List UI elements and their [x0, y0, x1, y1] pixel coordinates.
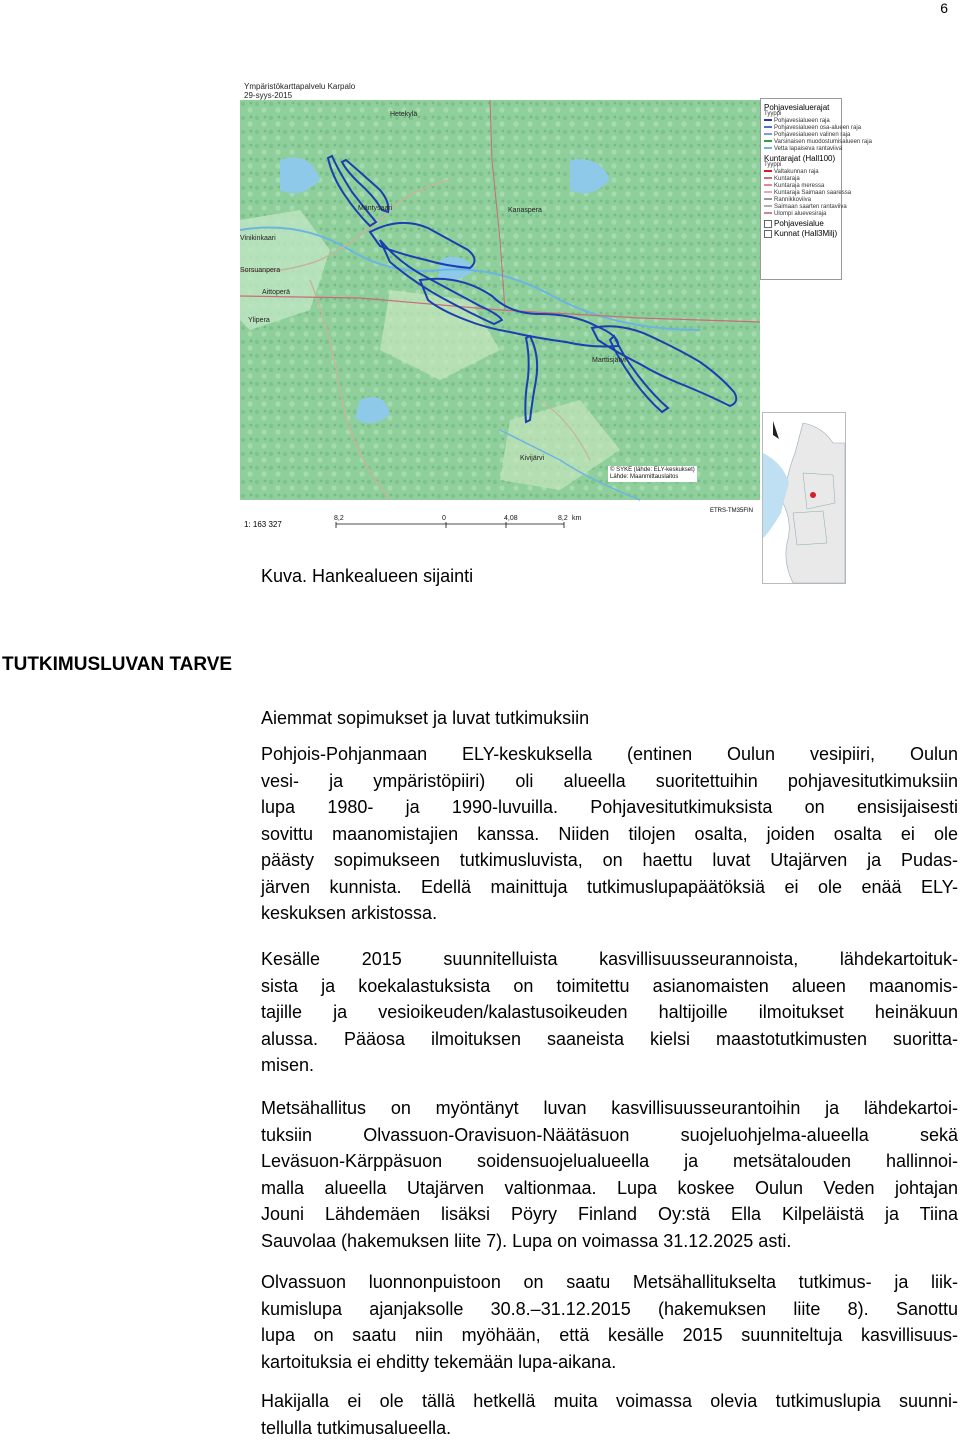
map-header: [244, 82, 355, 100]
map-place-label: Marttisjärvi: [592, 357, 626, 364]
text-line: lupa 1980- ja 1990-luvuilla. Pohjavesitutkimuksista on ensisijaisesti: [261, 794, 958, 821]
text-line: päästy sopimukseen tutkimusluvista, on haettu luvat Utajärven ja Pudas-: [261, 847, 958, 874]
map-legend: [760, 98, 842, 280]
text-line: tellulla tutkimusalueella.: [261, 1415, 958, 1441]
legend-item: Vetta lapaiseva rantaviiva: [764, 146, 838, 153]
text-line: järven kunnista. Edellä mainittuja tutkimuslupapäätöksiä ei ole enää ELY-: [261, 874, 958, 901]
map-place-label: Mäntysaari: [358, 205, 393, 212]
text-line: tajille ja vesioikeuden/kalastusoikeuden haltijoille ilmoitukset heinäkuun: [261, 999, 958, 1026]
legend-item: Kuntaraja Saimaan saaressa: [764, 190, 838, 197]
text-line: tuksiin Olvassuon-Oravisuon-Näätäsuon suojeluohjelma-alueella sekä: [261, 1122, 958, 1149]
map-credit: © SYKE (lähde: ELY-keskukset) Lähde: Maanmittauslaitos: [608, 466, 697, 482]
crs-label: ETRS-TM35FIN: [710, 508, 753, 514]
legend-item: Varsinaisen muodostumisalueen raja: [764, 139, 838, 146]
map-place-label: Hetekylä: [390, 111, 417, 118]
text-line: Leväsuon-Kärppäsuon soidensuojelualueella ja metsätalouden hallinnoi-: [261, 1148, 958, 1175]
scale-label: 4,08: [504, 515, 518, 522]
legend-item: Pohjavesialueen osa-alueen raja: [764, 125, 838, 132]
legend-item: Valtakunnan raja: [764, 169, 838, 176]
legend-item: Rannikkoviiva: [764, 197, 838, 204]
text-line: Olvassuon luonnonpuistoon on saatu Metsähallitukselta tutkimus- ja liik-: [261, 1269, 958, 1296]
legend-item: Tyyppi: [764, 162, 838, 169]
text-line: vesi- ja ympäristöpiiri) oli alueella suoritettuihin pohjavesitutkimuksiin: [261, 768, 958, 795]
paragraph: [261, 946, 958, 1079]
text-line: Pohjois-Pohjanmaan ELY-keskuksella (entinen Oulun vesipiiri, Oulun: [261, 741, 958, 768]
paragraph: [261, 1269, 958, 1375]
map-place-label: Ylipera: [248, 317, 270, 324]
map-place-label: Aittoperä: [262, 289, 290, 296]
text-line: sista ja koekalastuksista on toimitettu asianomaisten alueen maanomis-: [261, 973, 958, 1000]
legend-heading: Pohjavesialuerajat: [764, 104, 838, 111]
text-line: kartoituksia ei ehditty tekemään lupa-aikana.: [261, 1349, 958, 1376]
paragraph: [261, 1388, 958, 1441]
text-line: Metsähallitus on myöntänyt luvan kasvillisuusseurantoihin ja lähdekartoi-: [261, 1095, 958, 1122]
legend-item: Saimaan saarten rantaviiva: [764, 204, 838, 211]
text-line: sovittu maanomistajien kanssa. Niiden tilojen osalta, joiden osalta ei ole: [261, 821, 958, 848]
paragraph: [261, 1095, 958, 1254]
scale-ratio: 1: 163 327: [244, 520, 282, 529]
scale-label: 0: [442, 515, 446, 522]
legend-heading: Pohjavesialue: [764, 220, 838, 228]
paragraph: [261, 741, 958, 927]
legend-item: Ulompi aluevesiraja: [764, 211, 838, 218]
legend-heading: Kunnat (Hall3Milj): [764, 230, 838, 238]
text-line: misen.: [261, 1052, 958, 1079]
map-place-label: Kivijärvi: [520, 455, 545, 462]
scale-bar: [334, 512, 584, 536]
sub-title: Aiemmat sopimukset ja luvat tutkimuksiin: [261, 708, 589, 729]
text-line: Jouni Lähdemäen lisäksi Pöyry Finland Oy:stä Ella Kilpeläistä ja Tiina: [261, 1201, 958, 1228]
text-line: Hakijalla ei ole tällä hetkellä muita voimassa olevia tutkimuslupia suunni-: [261, 1388, 958, 1415]
legend-heading: Kuntarajat (Hall100): [764, 155, 838, 162]
map-header-service: Ympäristökarttapalvelu Karpalo: [244, 82, 355, 91]
map-figure: [238, 76, 842, 536]
legend-item: Kuntaraja: [764, 176, 838, 183]
figure-caption: Kuva. Hankealueen sijainti: [261, 566, 473, 587]
text-line: lupa on saatu niin myöhään, että kesälle 2015 suunniteltuja kasvillisuus-: [261, 1322, 958, 1349]
legend-item: Pohjavesialueen valinen raja: [764, 132, 838, 139]
map-image: [240, 100, 760, 500]
text-line: alussa. Pääosa ilmoituksen saaneista kielsi maastotutkimusten suoritta-: [261, 1026, 958, 1053]
text-line: Kesälle 2015 suunnitelluista kasvillisuusseurannoista, lähdekartoituk-: [261, 946, 958, 973]
scale-label: 8,2: [334, 515, 344, 522]
scale-label: 8,2: [558, 515, 568, 522]
text-line: Sauvolaa (hakemuksen liite 7). Lupa on voimassa 31.12.2025 asti.: [261, 1228, 958, 1255]
map-place-label: Sorsuanpera: [240, 267, 280, 274]
map-header-date: 29-syys-2015: [244, 91, 355, 100]
page-number: 6: [940, 0, 948, 16]
legend-item: Kuntaraja meressa: [764, 183, 838, 190]
legend-item: Pohjavesialueen raja: [764, 118, 838, 125]
section-title: TUTKIMUSLUVAN TARVE: [2, 654, 232, 676]
scale-label: km: [572, 515, 582, 522]
map-canvas: [240, 100, 760, 576]
text-line: keskuksen arkistossa.: [261, 900, 958, 927]
text-line: malla alueella Utajärven valtionmaa. Lupa koskee Oulun Veden johtajan: [261, 1175, 958, 1202]
legend-item: Tyyppi: [764, 111, 838, 118]
overview-map: [763, 413, 845, 583]
overview-inset: [762, 412, 846, 584]
text-line: kumislupa ajanjaksolle 30.8.–31.12.2015 (hakemuksen liite 8). Sanottu: [261, 1296, 958, 1323]
map-place-label: Vinikinkaari: [240, 235, 276, 242]
map-place-label: Kanaspera: [508, 207, 542, 214]
